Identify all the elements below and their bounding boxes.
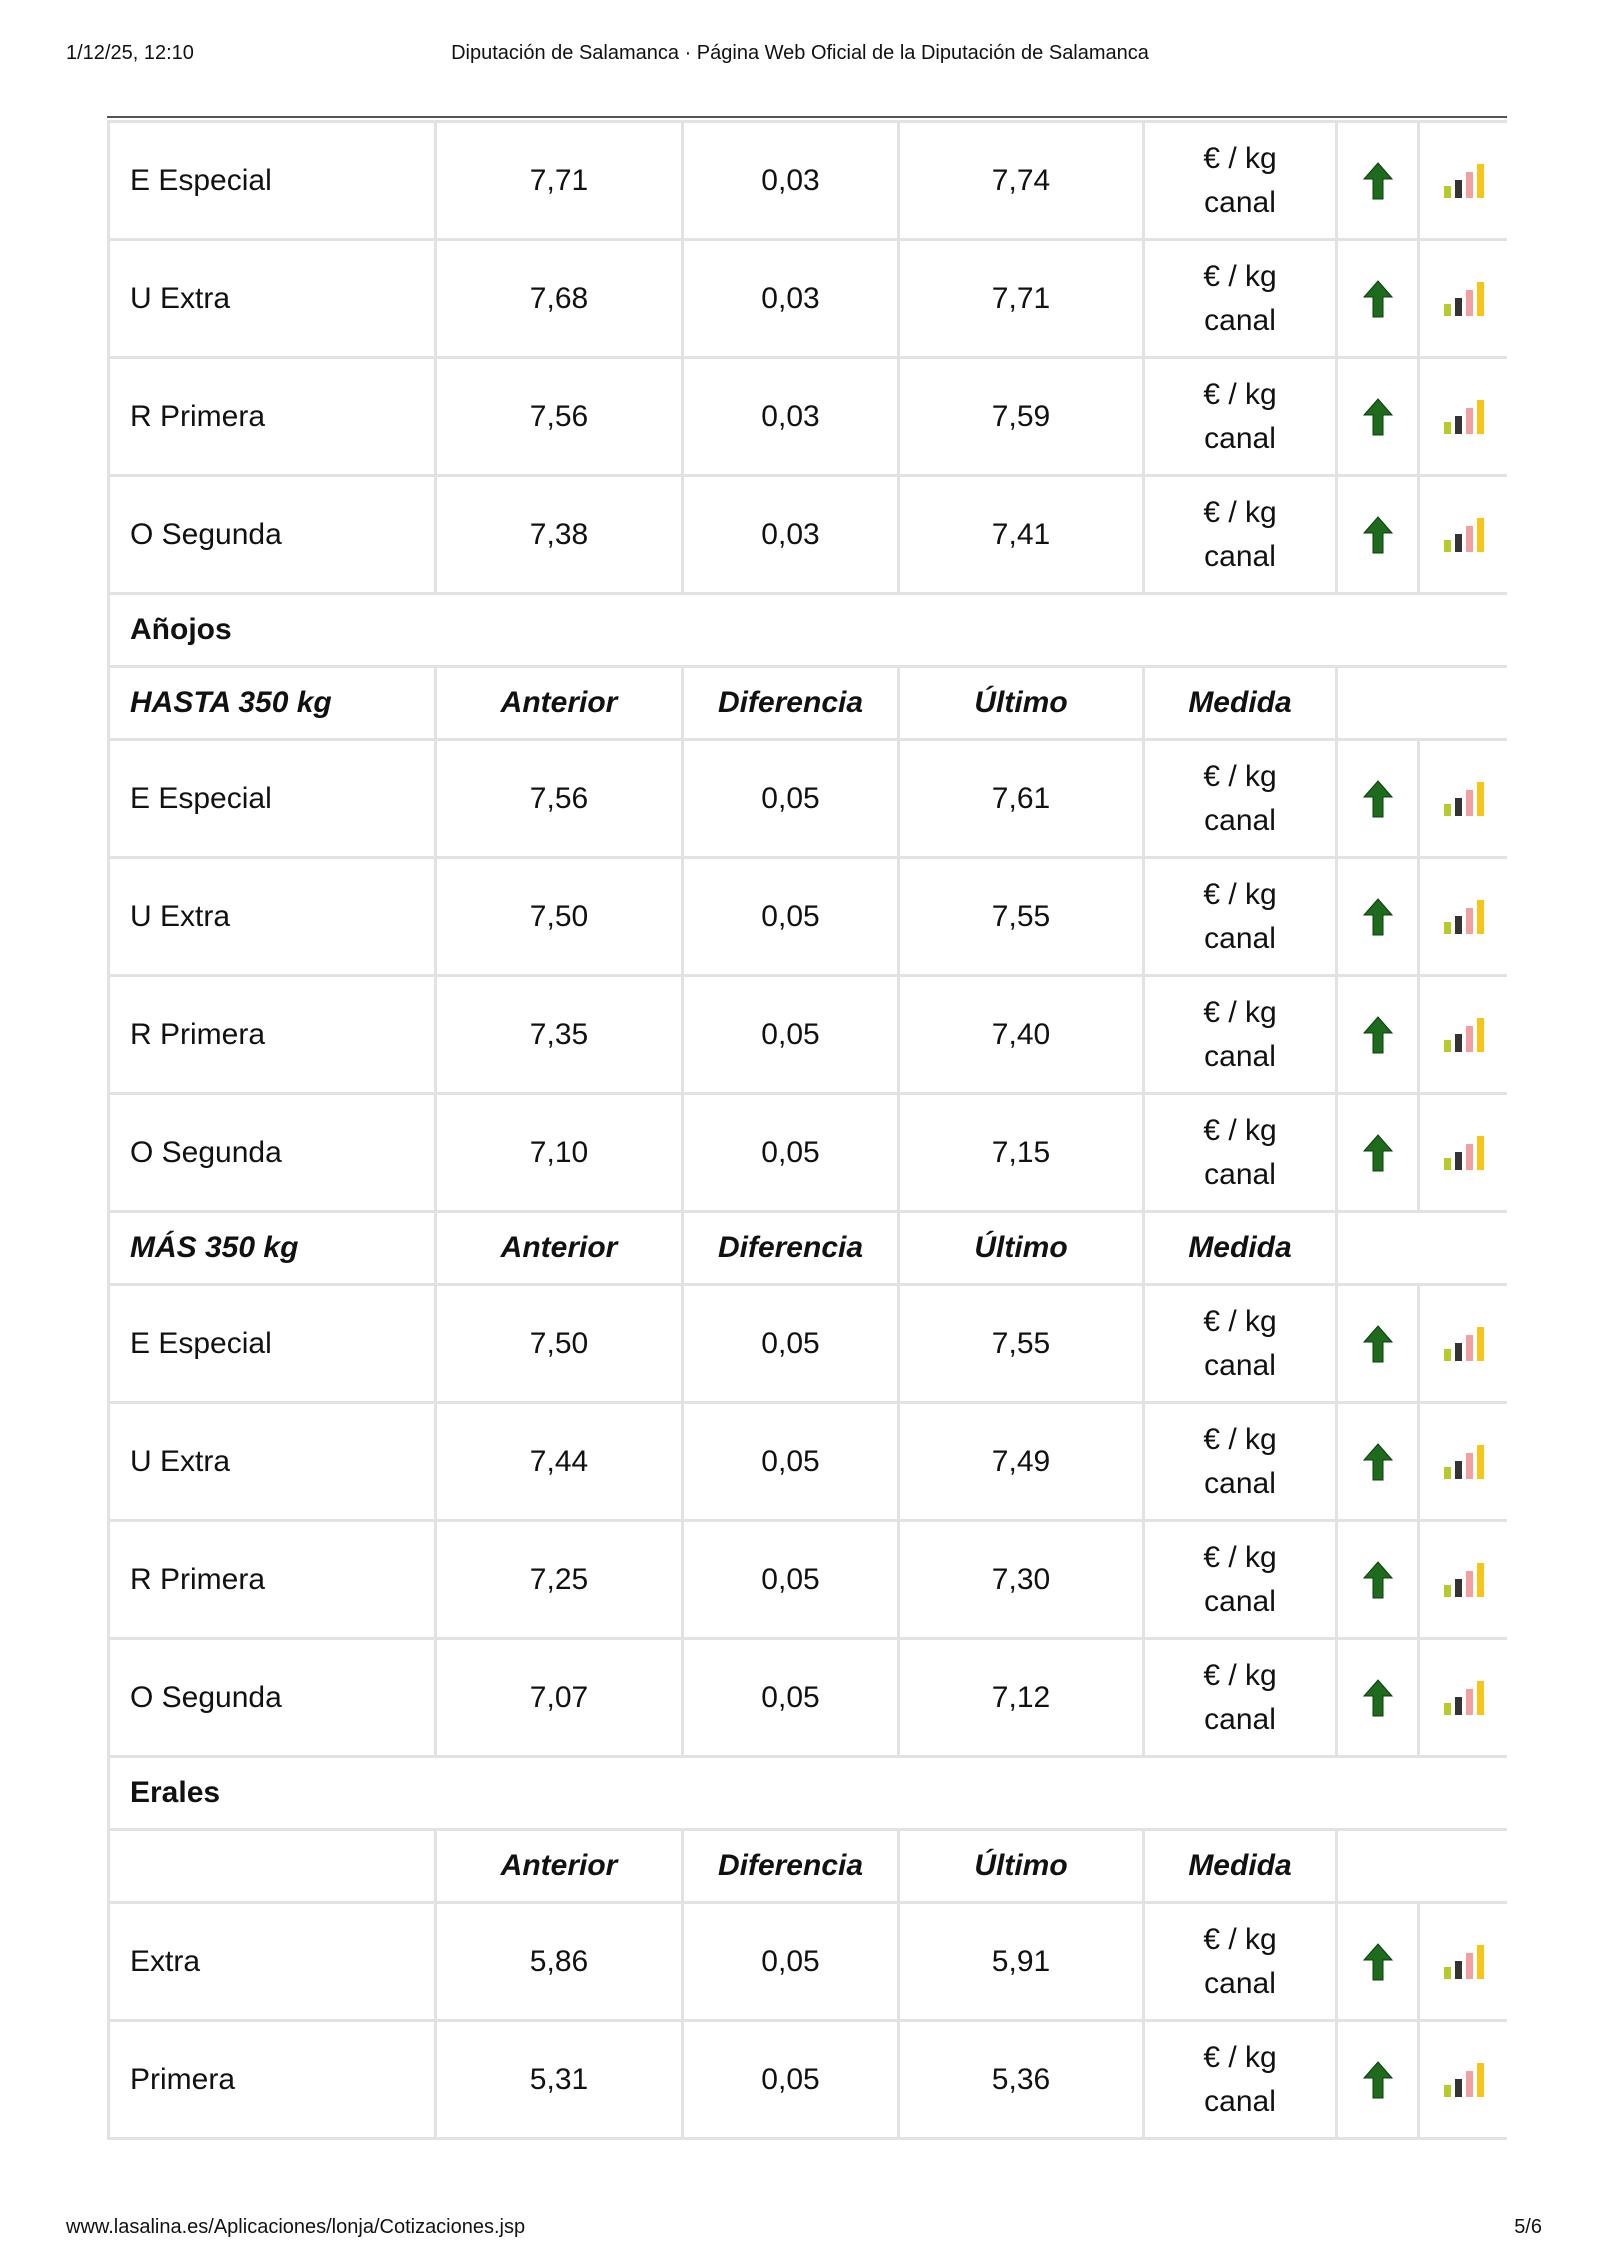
price-unit-line1: € / kg bbox=[1203, 1422, 1277, 1456]
arrow-up-icon bbox=[1363, 1561, 1393, 1599]
price-unit-line1: € / kg bbox=[1203, 877, 1277, 911]
price-unit bbox=[1144, 476, 1337, 594]
trend-cell bbox=[1337, 740, 1419, 858]
price-unit-line1: € / kg bbox=[1203, 759, 1277, 793]
price-unit-line2: canal bbox=[1204, 1157, 1276, 1191]
price-unit bbox=[1144, 858, 1337, 976]
bar-chart-icon-bar bbox=[1477, 782, 1484, 816]
price-diferencia: 0,05 bbox=[683, 1094, 899, 1212]
table-row bbox=[109, 976, 1508, 1094]
price-unit-line2: canal bbox=[1204, 1966, 1276, 2000]
column-header-medida: Medida bbox=[1144, 1830, 1337, 1903]
price-unit-line2: canal bbox=[1204, 1039, 1276, 1073]
bar-chart-icon[interactable] bbox=[1442, 1134, 1486, 1172]
price-unit bbox=[1144, 976, 1337, 1094]
bar-chart-icon-bar bbox=[1466, 1571, 1473, 1597]
column-header-anterior: Anterior bbox=[436, 1212, 683, 1285]
trend-cell bbox=[1337, 1285, 1419, 1403]
bar-chart-icon-bar bbox=[1466, 172, 1473, 198]
price-anterior: 7,56 bbox=[436, 740, 683, 858]
bar-chart-icon-bar bbox=[1444, 1158, 1451, 1170]
price-unit-line1: € / kg bbox=[1203, 1540, 1277, 1574]
section-title: Añojos bbox=[109, 594, 1508, 667]
category-name: R Primera bbox=[109, 1521, 436, 1639]
bar-chart-icon-bar bbox=[1466, 1026, 1473, 1052]
column-header-row bbox=[109, 1830, 1508, 1903]
price-diferencia: 0,03 bbox=[683, 240, 899, 358]
bar-chart-icon-bar bbox=[1477, 282, 1484, 316]
price-diferencia: 0,03 bbox=[683, 476, 899, 594]
bar-chart-icon-bar bbox=[1466, 1453, 1473, 1479]
bar-chart-icon[interactable] bbox=[1442, 1016, 1486, 1054]
price-unit-line2: canal bbox=[1204, 921, 1276, 955]
bar-chart-icon-bar bbox=[1466, 290, 1473, 316]
bar-chart-icon-bar bbox=[1466, 790, 1473, 816]
chart-link-cell[interactable] bbox=[1419, 476, 1508, 594]
price-unit-line2: canal bbox=[1204, 539, 1276, 573]
price-unit bbox=[1144, 122, 1337, 240]
price-unit-line2: canal bbox=[1204, 1466, 1276, 1500]
column-header-empty bbox=[1337, 1830, 1508, 1903]
bar-chart-icon-bar bbox=[1455, 1579, 1462, 1597]
chart-link-cell[interactable] bbox=[1419, 1903, 1508, 2021]
column-header-empty bbox=[1337, 1212, 1508, 1285]
chart-link-cell[interactable] bbox=[1419, 358, 1508, 476]
bar-chart-icon-bar bbox=[1455, 798, 1462, 816]
bar-chart-icon[interactable] bbox=[1442, 398, 1486, 436]
table-row bbox=[109, 1521, 1508, 1639]
table-row bbox=[109, 1285, 1508, 1403]
column-header-ultimo: Último bbox=[899, 1830, 1144, 1903]
column-header-diferencia: Diferencia bbox=[683, 1212, 899, 1285]
price-diferencia: 0,05 bbox=[683, 1639, 899, 1757]
arrow-up-icon bbox=[1363, 1943, 1393, 1981]
price-anterior: 7,10 bbox=[436, 1094, 683, 1212]
price-unit-line2: canal bbox=[1204, 1702, 1276, 1736]
trend-cell bbox=[1337, 1094, 1419, 1212]
bar-chart-icon-bar bbox=[1477, 400, 1484, 434]
price-ultimo: 7,59 bbox=[899, 358, 1144, 476]
chart-link-cell[interactable] bbox=[1419, 240, 1508, 358]
subgroup-label: HASTA 350 kg bbox=[109, 667, 436, 740]
column-header-empty bbox=[1337, 667, 1508, 740]
price-unit bbox=[1144, 358, 1337, 476]
price-anterior: 7,50 bbox=[436, 858, 683, 976]
bar-chart-icon-bar bbox=[1466, 1953, 1473, 1979]
price-diferencia: 0,05 bbox=[683, 740, 899, 858]
price-unit-line1: € / kg bbox=[1203, 495, 1277, 529]
bar-chart-icon-bar bbox=[1444, 1467, 1451, 1479]
price-unit-line1: € / kg bbox=[1203, 2040, 1277, 2074]
bar-chart-icon-bar bbox=[1455, 1461, 1462, 1479]
bar-chart-icon[interactable] bbox=[1442, 280, 1486, 318]
category-name: Extra bbox=[109, 1903, 436, 2021]
arrow-up-icon bbox=[1363, 2061, 1393, 2099]
price-diferencia: 0,05 bbox=[683, 1521, 899, 1639]
bar-chart-icon-bar bbox=[1477, 164, 1484, 198]
trend-cell bbox=[1337, 2021, 1419, 2139]
trend-cell bbox=[1337, 476, 1419, 594]
price-anterior: 7,25 bbox=[436, 1521, 683, 1639]
price-anterior: 7,68 bbox=[436, 240, 683, 358]
price-unit-line2: canal bbox=[1204, 803, 1276, 837]
category-name: U Extra bbox=[109, 1403, 436, 1521]
chart-link-cell[interactable] bbox=[1419, 858, 1508, 976]
arrow-up-icon bbox=[1363, 398, 1393, 436]
price-ultimo: 7,12 bbox=[899, 1639, 1144, 1757]
bar-chart-icon[interactable] bbox=[1442, 1325, 1486, 1363]
column-header-ultimo: Último bbox=[899, 1212, 1144, 1285]
price-anterior: 7,56 bbox=[436, 358, 683, 476]
bar-chart-icon-bar bbox=[1477, 1018, 1484, 1052]
price-anterior: 5,31 bbox=[436, 2021, 683, 2139]
chart-link-cell[interactable] bbox=[1419, 1521, 1508, 1639]
trend-cell bbox=[1337, 858, 1419, 976]
bar-chart-icon[interactable] bbox=[1442, 2061, 1486, 2099]
price-unit bbox=[1144, 2021, 1337, 2139]
chart-link-cell[interactable] bbox=[1419, 1094, 1508, 1212]
arrow-up-icon bbox=[1363, 1134, 1393, 1172]
table-row bbox=[109, 122, 1508, 240]
bar-chart-icon[interactable] bbox=[1442, 1943, 1486, 1981]
price-anterior: 5,86 bbox=[436, 1903, 683, 2021]
price-unit-line1: € / kg bbox=[1203, 1113, 1277, 1147]
price-diferencia: 0,05 bbox=[683, 1903, 899, 2021]
arrow-up-icon bbox=[1363, 898, 1393, 936]
table-row bbox=[109, 476, 1508, 594]
section-title: Erales bbox=[109, 1757, 1508, 1830]
price-unit-line1: € / kg bbox=[1203, 1658, 1277, 1692]
price-unit bbox=[1144, 1639, 1337, 1757]
prices-table-body bbox=[109, 122, 1508, 2139]
category-name: O Segunda bbox=[109, 1639, 436, 1757]
bar-chart-icon-bar bbox=[1477, 1445, 1484, 1479]
bar-chart-icon-bar bbox=[1466, 408, 1473, 434]
bar-chart-icon-bar bbox=[1455, 916, 1462, 934]
section-heading-row bbox=[109, 594, 1508, 667]
bar-chart-icon-bar bbox=[1466, 908, 1473, 934]
price-ultimo: 7,41 bbox=[899, 476, 1144, 594]
price-unit-line1: € / kg bbox=[1203, 1304, 1277, 1338]
price-unit-line2: canal bbox=[1204, 303, 1276, 337]
chart-link-cell[interactable] bbox=[1419, 122, 1508, 240]
price-ultimo: 5,91 bbox=[899, 1903, 1144, 2021]
bar-chart-icon-bar bbox=[1477, 900, 1484, 934]
arrow-up-icon bbox=[1363, 162, 1393, 200]
column-header-medida: Medida bbox=[1144, 667, 1337, 740]
table-row bbox=[109, 1094, 1508, 1212]
column-header-diferencia: Diferencia bbox=[683, 667, 899, 740]
category-name: E Especial bbox=[109, 740, 436, 858]
price-diferencia: 0,05 bbox=[683, 1403, 899, 1521]
column-header-row bbox=[109, 1212, 1508, 1285]
bar-chart-icon-bar bbox=[1455, 534, 1462, 552]
price-diferencia: 0,05 bbox=[683, 1285, 899, 1403]
price-ultimo: 7,49 bbox=[899, 1403, 1144, 1521]
print-page-title: Diputación de Salamanca · Página Web Oficial de la Diputación de Salamanca bbox=[451, 42, 1149, 64]
bar-chart-icon-bar bbox=[1477, 1563, 1484, 1597]
bar-chart-icon-bar bbox=[1444, 1585, 1451, 1597]
chart-link-cell[interactable] bbox=[1419, 2021, 1508, 2139]
bar-chart-icon-bar bbox=[1477, 518, 1484, 552]
bar-chart-icon-bar bbox=[1444, 922, 1451, 934]
print-datetime: 1/12/25, 12:10 bbox=[66, 42, 194, 64]
bar-chart-icon-bar bbox=[1477, 2063, 1484, 2097]
chart-link-cell[interactable] bbox=[1419, 976, 1508, 1094]
column-header-medida: Medida bbox=[1144, 1212, 1337, 1285]
chart-link-cell[interactable] bbox=[1419, 740, 1508, 858]
bar-chart-icon-bar bbox=[1466, 1335, 1473, 1361]
column-header-row bbox=[109, 667, 1508, 740]
trend-cell bbox=[1337, 1521, 1419, 1639]
arrow-up-icon bbox=[1363, 1443, 1393, 1481]
category-name: R Primera bbox=[109, 358, 436, 476]
bar-chart-icon-bar bbox=[1444, 804, 1451, 816]
category-name: O Segunda bbox=[109, 1094, 436, 1212]
trend-cell bbox=[1337, 976, 1419, 1094]
price-diferencia: 0,03 bbox=[683, 358, 899, 476]
price-ultimo: 5,36 bbox=[899, 2021, 1144, 2139]
price-unit-line1: € / kg bbox=[1203, 141, 1277, 175]
table-row bbox=[109, 1903, 1508, 2021]
bar-chart-icon[interactable] bbox=[1442, 898, 1486, 936]
bar-chart-icon[interactable] bbox=[1442, 1679, 1486, 1717]
subgroup-label: MÁS 350 kg bbox=[109, 1212, 436, 1285]
table-row bbox=[109, 240, 1508, 358]
price-unit bbox=[1144, 1903, 1337, 2021]
price-diferencia: 0,03 bbox=[683, 122, 899, 240]
price-anterior: 7,44 bbox=[436, 1403, 683, 1521]
bar-chart-icon-bar bbox=[1444, 1040, 1451, 1052]
trend-cell bbox=[1337, 358, 1419, 476]
price-unit bbox=[1144, 1521, 1337, 1639]
table-row bbox=[109, 858, 1508, 976]
price-anterior: 7,07 bbox=[436, 1639, 683, 1757]
price-unit-line1: € / kg bbox=[1203, 1922, 1277, 1956]
bar-chart-icon-bar bbox=[1466, 1689, 1473, 1715]
table-row bbox=[109, 1639, 1508, 1757]
section-heading-row bbox=[109, 1757, 1508, 1830]
arrow-up-icon bbox=[1363, 280, 1393, 318]
trend-cell bbox=[1337, 1903, 1419, 2021]
trend-cell bbox=[1337, 240, 1419, 358]
table-row bbox=[109, 1403, 1508, 1521]
price-ultimo: 7,30 bbox=[899, 1521, 1144, 1639]
category-name: U Extra bbox=[109, 240, 436, 358]
bar-chart-icon-bar bbox=[1444, 1967, 1451, 1979]
chart-link-cell[interactable] bbox=[1419, 1403, 1508, 1521]
table-row bbox=[109, 358, 1508, 476]
price-anterior: 7,50 bbox=[436, 1285, 683, 1403]
price-unit-line2: canal bbox=[1204, 1348, 1276, 1382]
bar-chart-icon-bar bbox=[1477, 1136, 1484, 1170]
bar-chart-icon-bar bbox=[1466, 1144, 1473, 1170]
price-anterior: 7,35 bbox=[436, 976, 683, 1094]
bar-chart-icon-bar bbox=[1444, 540, 1451, 552]
price-ultimo: 7,71 bbox=[899, 240, 1144, 358]
price-ultimo: 7,15 bbox=[899, 1094, 1144, 1212]
bar-chart-icon-bar bbox=[1466, 2071, 1473, 2097]
bar-chart-icon-bar bbox=[1444, 2085, 1451, 2097]
arrow-up-icon bbox=[1363, 780, 1393, 818]
column-header-anterior: Anterior bbox=[436, 667, 683, 740]
price-unit bbox=[1144, 1403, 1337, 1521]
chart-link-cell[interactable] bbox=[1419, 1639, 1508, 1757]
category-name: E Especial bbox=[109, 1285, 436, 1403]
bar-chart-icon[interactable] bbox=[1442, 1443, 1486, 1481]
bar-chart-icon-bar bbox=[1455, 2079, 1462, 2097]
bar-chart-icon-bar bbox=[1455, 180, 1462, 198]
price-diferencia: 0,05 bbox=[683, 858, 899, 976]
column-header-anterior: Anterior bbox=[436, 1830, 683, 1903]
price-unit bbox=[1144, 240, 1337, 358]
bar-chart-icon-bar bbox=[1477, 1327, 1484, 1361]
price-ultimo: 7,55 bbox=[899, 858, 1144, 976]
chart-link-cell[interactable] bbox=[1419, 1285, 1508, 1403]
arrow-up-icon bbox=[1363, 1325, 1393, 1363]
category-name: E Especial bbox=[109, 122, 436, 240]
column-header-diferencia: Diferencia bbox=[683, 1830, 899, 1903]
category-name: R Primera bbox=[109, 976, 436, 1094]
price-unit-line2: canal bbox=[1204, 2084, 1276, 2118]
price-ultimo: 7,74 bbox=[899, 122, 1144, 240]
bar-chart-icon[interactable] bbox=[1442, 1561, 1486, 1599]
price-anterior: 7,71 bbox=[436, 122, 683, 240]
price-ultimo: 7,55 bbox=[899, 1285, 1144, 1403]
bar-chart-icon-bar bbox=[1444, 1703, 1451, 1715]
price-unit-line2: canal bbox=[1204, 1584, 1276, 1618]
bar-chart-icon[interactable] bbox=[1442, 516, 1486, 554]
price-anterior: 7,38 bbox=[436, 476, 683, 594]
trend-cell bbox=[1337, 1639, 1419, 1757]
price-diferencia: 0,05 bbox=[683, 976, 899, 1094]
bar-chart-icon-bar bbox=[1444, 1349, 1451, 1361]
price-unit-line1: € / kg bbox=[1203, 995, 1277, 1029]
bar-chart-icon-bar bbox=[1455, 298, 1462, 316]
bar-chart-icon-bar bbox=[1455, 1034, 1462, 1052]
price-unit-line1: € / kg bbox=[1203, 259, 1277, 293]
price-ultimo: 7,61 bbox=[899, 740, 1144, 858]
print-url: www.lasalina.es/Aplicaciones/lonja/Cotizaciones.jsp bbox=[66, 2216, 526, 2238]
trend-cell bbox=[1337, 1403, 1419, 1521]
price-unit bbox=[1144, 1094, 1337, 1212]
bar-chart-icon-bar bbox=[1444, 304, 1451, 316]
bar-chart-icon-bar bbox=[1455, 416, 1462, 434]
bar-chart-icon-bar bbox=[1477, 1681, 1484, 1715]
bar-chart-icon-bar bbox=[1477, 1945, 1484, 1979]
trend-cell bbox=[1337, 122, 1419, 240]
bar-chart-icon-bar bbox=[1455, 1961, 1462, 1979]
arrow-up-icon bbox=[1363, 1679, 1393, 1717]
bar-chart-icon-bar bbox=[1455, 1343, 1462, 1361]
table-row bbox=[109, 740, 1508, 858]
bar-chart-icon-bar bbox=[1444, 186, 1451, 198]
price-unit-line2: canal bbox=[1204, 185, 1276, 219]
arrow-up-icon bbox=[1363, 1016, 1393, 1054]
arrow-up-icon bbox=[1363, 516, 1393, 554]
subgroup-label bbox=[109, 1830, 436, 1903]
bar-chart-icon[interactable] bbox=[1442, 780, 1486, 818]
bar-chart-icon-bar bbox=[1466, 526, 1473, 552]
bar-chart-icon-bar bbox=[1444, 422, 1451, 434]
price-unit bbox=[1144, 740, 1337, 858]
price-unit-line2: canal bbox=[1204, 421, 1276, 455]
prices-table bbox=[107, 120, 1507, 2140]
table-row bbox=[109, 2021, 1508, 2139]
table-top-rule bbox=[107, 116, 1507, 118]
prices-table-container bbox=[107, 120, 1507, 2200]
category-name: O Segunda bbox=[109, 476, 436, 594]
bar-chart-icon[interactable] bbox=[1442, 162, 1486, 200]
price-unit bbox=[1144, 1285, 1337, 1403]
category-name: Primera bbox=[109, 2021, 436, 2139]
price-diferencia: 0,05 bbox=[683, 2021, 899, 2139]
price-ultimo: 7,40 bbox=[899, 976, 1144, 1094]
price-unit-line1: € / kg bbox=[1203, 377, 1277, 411]
category-name: U Extra bbox=[109, 858, 436, 976]
print-page-number: 5/6 bbox=[1514, 2216, 1542, 2238]
column-header-ultimo: Último bbox=[899, 667, 1144, 740]
bar-chart-icon-bar bbox=[1455, 1697, 1462, 1715]
bar-chart-icon-bar bbox=[1455, 1152, 1462, 1170]
